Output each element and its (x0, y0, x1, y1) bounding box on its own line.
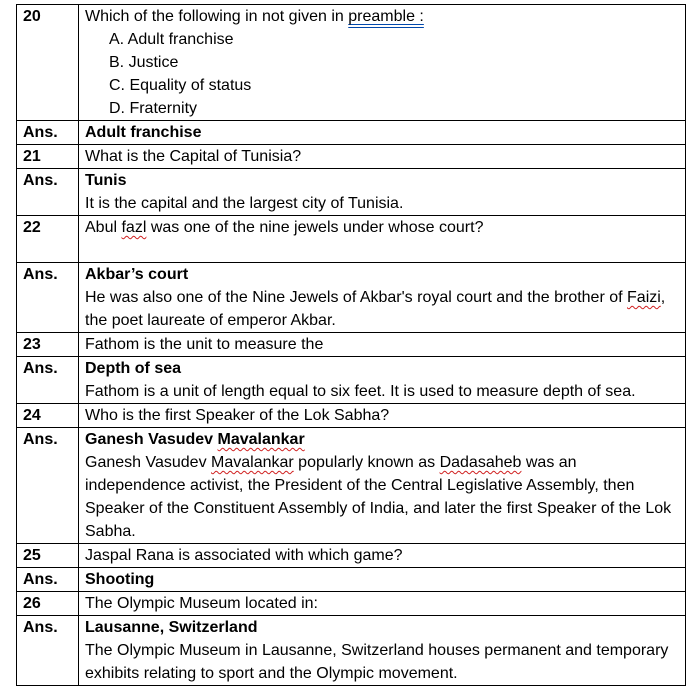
option-a: A. Adult franchise (109, 31, 234, 48)
spelling-flag: Mavalankar (211, 454, 294, 471)
question-text: Fathom is the unit to measure the (79, 333, 686, 357)
question-text: Jaspal Rana is associated with which game? (79, 544, 686, 568)
table-row (17, 404, 686, 428)
qa-table (16, 4, 686, 686)
question-number: 20 (17, 5, 79, 121)
table-row (17, 216, 686, 263)
question-text: The Olympic Museum located in: (79, 592, 686, 616)
answer-label: Ans. (17, 169, 79, 216)
table-row (17, 145, 686, 169)
table-row (17, 121, 686, 145)
option-c: C. Equality of status (109, 77, 252, 94)
question-text: What is the Capital of Tunisia? (79, 145, 686, 169)
options-list (85, 28, 681, 120)
question-number: 25 (17, 544, 79, 568)
answer-text: Depth of sea (85, 360, 182, 377)
spelling-flag: Faizi (627, 289, 661, 306)
answer-text: Ganesh Vasudev Mavalankar (85, 431, 305, 448)
preamble-term: preamble : (348, 8, 424, 25)
answer-label: Ans. (17, 357, 79, 404)
table-row (17, 592, 686, 616)
table-row (17, 428, 686, 544)
question-number: 23 (17, 333, 79, 357)
spelling-flag: Mavalankar (217, 431, 305, 448)
table-row (17, 5, 686, 121)
spelling-flag: Dadasaheb (439, 454, 522, 471)
answer-label: Ans. (17, 568, 79, 592)
answer-cell (79, 263, 686, 333)
question-number: 21 (17, 145, 79, 169)
answer-explanation: Ganesh Vasudev Mavalankar popularly known as Dadasaheb was an independence activist, the President of the Central Legislative Assembly, then Speaker of the Constituent Assembly of India, and later the first Speaker of the Lok Sabha. (85, 454, 672, 540)
answer-text: Tunis (85, 172, 127, 189)
question-text: Abul fazl was one of the nine jewels under whose court? (85, 219, 484, 236)
table-row (17, 544, 686, 568)
question-cell (79, 5, 686, 121)
table-row (17, 357, 686, 404)
blank-line (85, 239, 681, 262)
answer-explanation: He was also one of the Nine Jewels of Akbar's royal court and the brother of Faizi, the poet laureate of emperor Akbar. (85, 289, 666, 329)
answer-text: Adult franchise (85, 124, 202, 141)
option-d: D. Fraternity (109, 100, 198, 117)
question-text: Who is the first Speaker of the Lok Sabha? (79, 404, 686, 428)
answer-cell (79, 568, 686, 592)
answer-explanation: It is the capital and the largest city of Tunisia. (85, 195, 404, 212)
answer-cell (79, 428, 686, 544)
answer-explanation: The Olympic Museum in Lausanne, Switzerland houses permanent and temporary exhibits relating to sport and the Olympic movement. (85, 642, 669, 682)
table-row (17, 568, 686, 592)
answer-text: Shooting (85, 571, 155, 588)
answer-label: Ans. (17, 616, 79, 686)
answer-cell (79, 169, 686, 216)
answer-cell (79, 121, 686, 145)
answer-label: Ans. (17, 263, 79, 333)
question-number: 24 (17, 404, 79, 428)
table-row (17, 616, 686, 686)
answer-text: Akbar’s court (85, 266, 189, 283)
answer-label: Ans. (17, 121, 79, 145)
answer-cell (79, 357, 686, 404)
table-row (17, 333, 686, 357)
question-cell (79, 216, 686, 263)
question-number: 26 (17, 592, 79, 616)
table-row (17, 169, 686, 216)
table-row (17, 263, 686, 333)
answer-label: Ans. (17, 428, 79, 544)
question-text: Which of the following in not given in (85, 8, 349, 25)
answer-cell (79, 616, 686, 686)
question-number: 22 (17, 216, 79, 263)
answer-text: Lausanne, Switzerland (85, 619, 258, 636)
answer-explanation: Fathom is a unit of length equal to six feet. It is used to measure depth of sea. (85, 383, 636, 400)
option-b: B. Justice (109, 54, 179, 71)
spelling-flag: fazl (121, 219, 147, 236)
